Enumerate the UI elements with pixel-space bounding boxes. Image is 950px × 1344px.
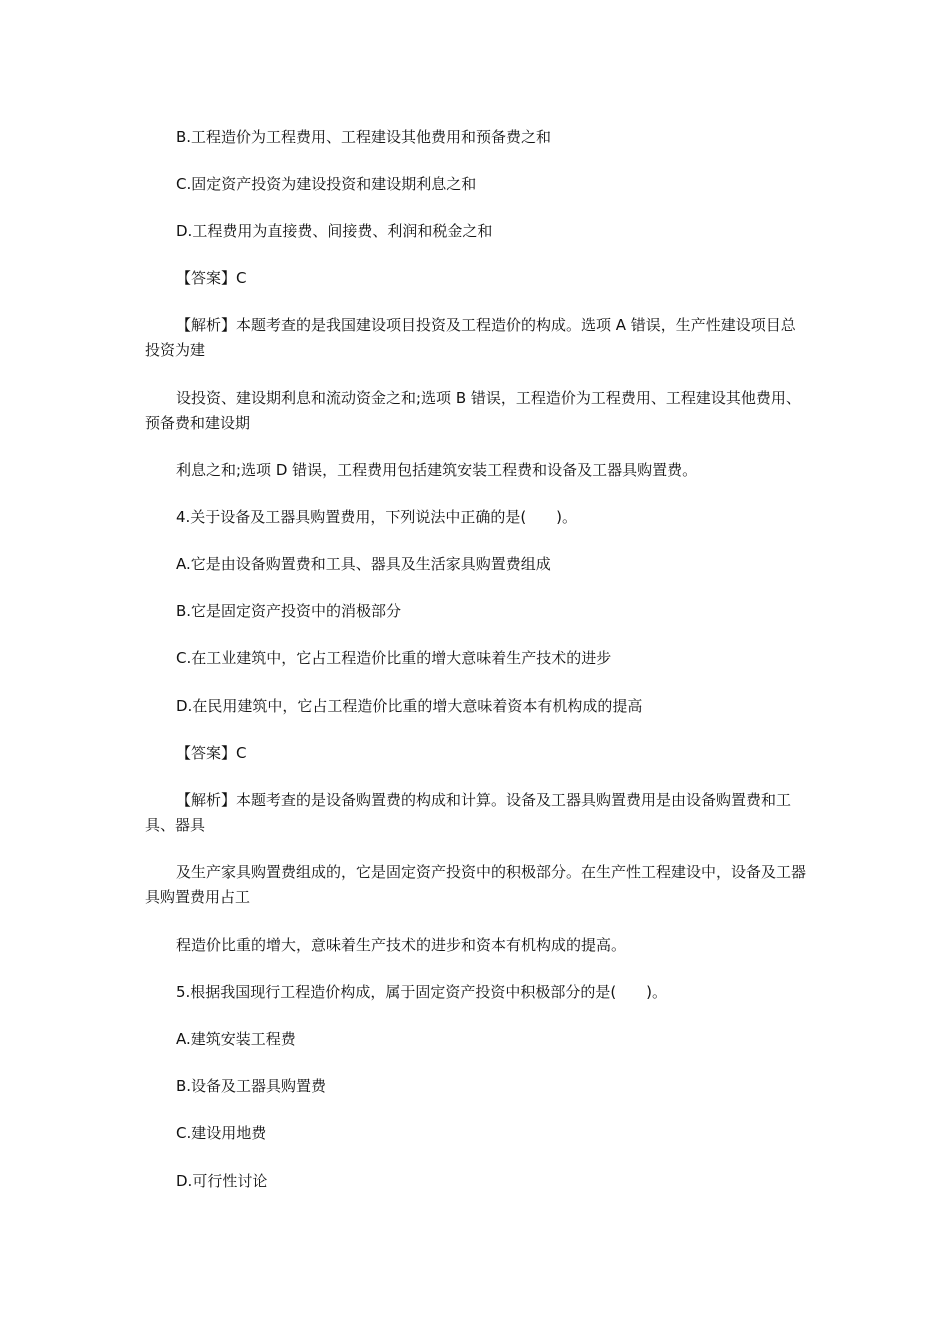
question-4: 4.关于设备及工器具购置费用，下列说法中正确的是( )。: [176, 508, 578, 526]
answer-q4: 【答案】C: [176, 744, 247, 762]
question-5: 5.根据我国现行工程造价构成，属于固定资产投资中积极部分的是( )。: [176, 983, 668, 1001]
analysis-q3-para-3: 利息之和;选项 D 错误，工程费用包括建筑安装工程费和设备及工器具购置费。: [176, 461, 698, 479]
answer-q3: 【答案】C: [176, 269, 247, 287]
analysis-q4-para-2: 及生产家具购置费组成的，它是固定资产投资中的积极部分。在生产性工程建设中，设备及工器具购置费用占工: [145, 863, 807, 906]
analysis-q3-para-1: 【解析】本题考查的是我国建设项目投资及工程造价的构成。选项 A 错误，生产性建设项目总投资为建: [145, 316, 796, 359]
option-d-q5: D.可行性讨论: [176, 1172, 268, 1190]
option-c-q5: C.建设用地费: [176, 1124, 267, 1142]
option-b-q4: B.它是固定资产投资中的消极部分: [176, 602, 402, 620]
analysis-q4-para-3: 程造价比重的增大，意味着生产技术的进步和资本有机构成的提高。: [176, 936, 627, 954]
option-d-q4: D.在民用建筑中，它占工程造价比重的增大意味着资本有机构成的提高: [176, 697, 643, 715]
option-a-q5: A.建筑安装工程费: [176, 1030, 296, 1048]
option-b-q5: B.设备及工器具购置费: [176, 1077, 327, 1095]
analysis-q4-para-1: 【解析】本题考查的是设备购置费的构成和计算。设备及工器具购置费用是由设备购置费和工具、器具: [145, 791, 792, 834]
option-c-q3: C.固定资产投资为建设投资和建设期利息之和: [176, 175, 477, 193]
option-b-q3: B.工程造价为工程费用、工程建设其他费用和预备费之和: [176, 128, 552, 146]
option-d-q3: D.工程费用为直接费、间接费、利润和税金之和: [176, 222, 493, 240]
analysis-q3-para-2: 设投资、建设期利息和流动资金之和;选项 B 错误，工程造价为工程费用、工程建设其他费用、预备费和建设期: [145, 389, 801, 432]
option-c-q4: C.在工业建筑中，它占工程造价比重的增大意味着生产技术的进步: [176, 649, 612, 667]
option-a-q4: A.它是由设备购置费和工具、器具及生活家具购置费组成: [176, 555, 551, 573]
